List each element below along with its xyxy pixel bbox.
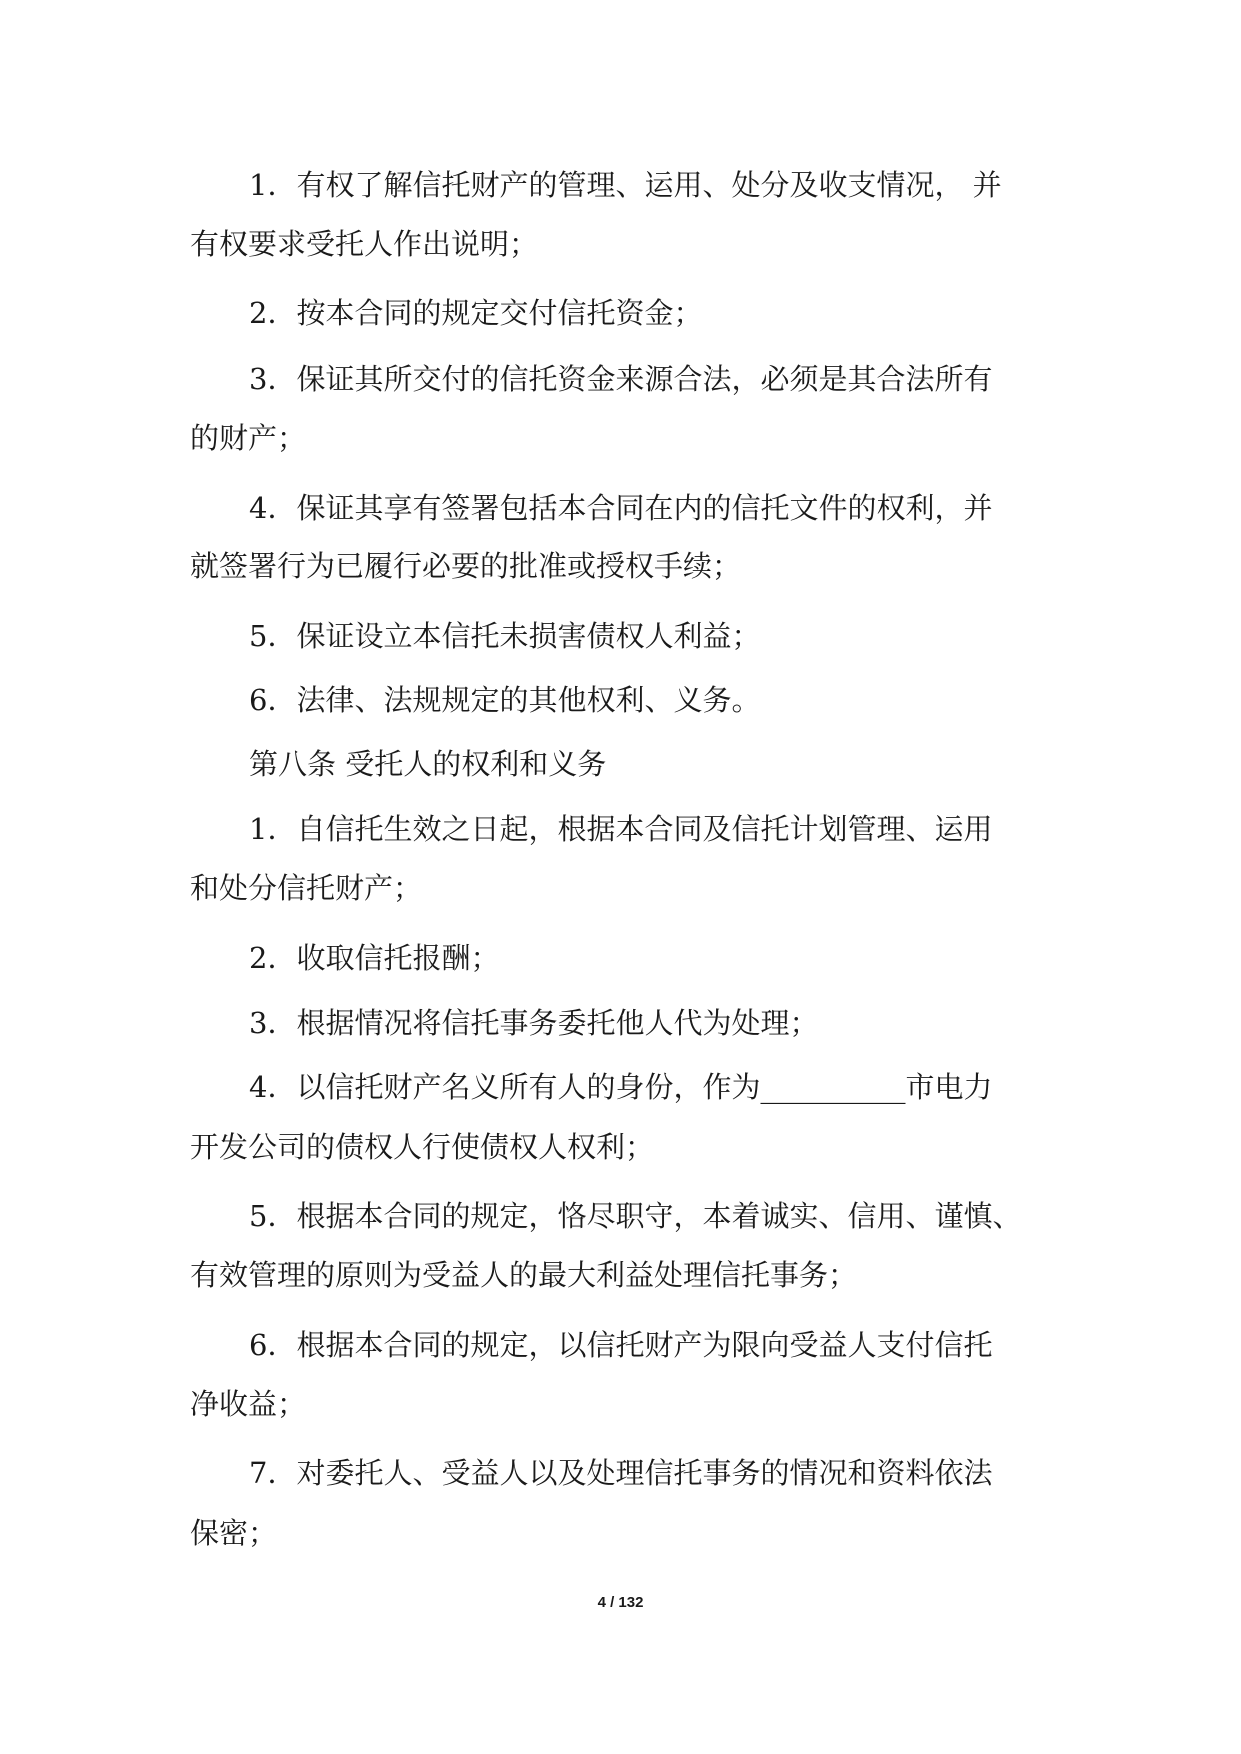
- paragraph-line: 4．以信托财产名义所有人的身份，作为__________市电力: [249, 1070, 993, 1104]
- paragraph-line: 2．按本合同的规定交付信托资金；: [249, 296, 703, 330]
- paragraph-line: 6．法律、法规规定的其他权利、义务。: [249, 683, 761, 717]
- section-heading: 第八条 受托人的权利和义务: [249, 747, 607, 781]
- paragraph-line: 和处分信托财产；: [190, 871, 423, 905]
- paragraph-line: 净收益；: [190, 1387, 307, 1421]
- paragraph-line: 1．自信托生效之日起，根据本合同及信托计划管理、运用: [249, 812, 993, 846]
- paragraph-line: 就签署行为已履行必要的批准或授权手续；: [190, 549, 742, 583]
- paragraph-line: 5．根据本合同的规定，恪尽职守，本着诚实、信用、谨慎、: [249, 1199, 1022, 1233]
- paragraph-line: 6．根据本合同的规定，以信托财产为限向受益人支付信托: [249, 1328, 993, 1362]
- paragraph-line: 开发公司的债权人行使债权人权利；: [190, 1130, 655, 1164]
- paragraph-line: 的财产；: [190, 421, 307, 455]
- paragraph-line: 3．保证其所交付的信托资金来源合法，必须是其合法所有: [249, 362, 993, 396]
- page-number: 4 / 132: [597, 1594, 644, 1611]
- paragraph-line: 保密；: [190, 1516, 278, 1550]
- paragraph-line: 1．有权了解信托财产的管理、运用、处分及收支情况， 并: [249, 168, 1002, 202]
- paragraph-line: 7．对委托人、受益人以及处理信托事务的情况和资料依法: [249, 1456, 993, 1490]
- paragraph-line: 5．保证设立本信托未损害债权人利益；: [249, 619, 761, 653]
- paragraph-line: 2．收取信托报酬；: [249, 941, 500, 975]
- paragraph-line: 4．保证其享有签署包括本合同在内的信托文件的权利，并: [249, 491, 993, 525]
- paragraph-line: 有权要求受托人作出说明；: [190, 227, 539, 261]
- paragraph-line: 3．根据情况将信托事务委托他人代为处理；: [249, 1006, 819, 1040]
- paragraph-line: 有效管理的原则为受益人的最大利益处理信托事务；: [190, 1258, 858, 1292]
